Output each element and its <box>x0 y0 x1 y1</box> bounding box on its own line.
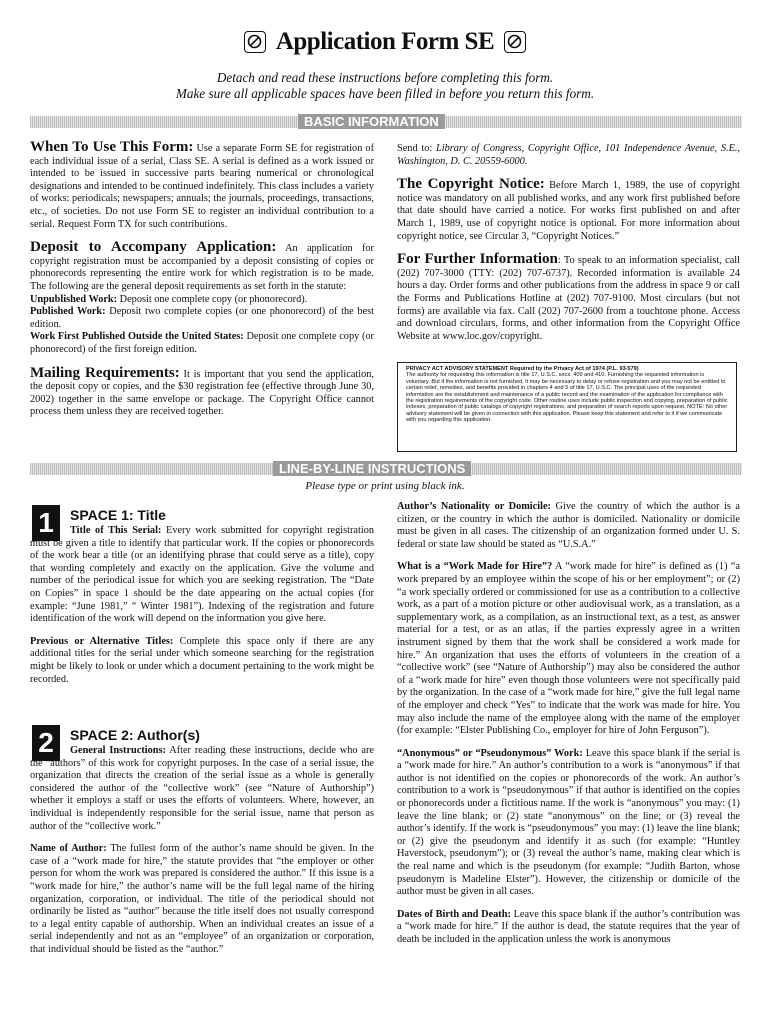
when-body: Use a separate Form SE for registration of each individual issue of a serial, Class SE. A serial is defined as a work issued or intended to be issued in successive parts bearing numerical or chronological designations and intended to be continued indefinitely. This class includes a variety of works: periodicals; newspapers; annuals; the journals, proceedings, transactions, etc., of societies. Do not use Form SE to register an individual contribution to a serial. Request Form TX for such contributions. <box>30 143 374 230</box>
title-lead: Title of This Serial: <box>70 525 162 536</box>
general-lead: General Instructions: <box>70 745 166 756</box>
privacy-title: PRIVACY ACT ADVISORY STATEMENT Required by the Privacy Act of 1974 (P.L. 93-579) <box>406 366 639 372</box>
right-column-bottom <box>397 501 740 955</box>
space-1-title: SPACE 1: Title <box>70 507 166 523</box>
copyright-logo-icon <box>244 31 266 53</box>
title-body: Every work submitted for copyright registration must be given a title to identify that particular work. If the copies or phonorecords of the work bear a title (or an identifying phrase that could serve as a title), copy that wording completely and exactly on the application. Give the volume and number of the periodical issue for which you are seeking registration. The “Date on Copies” in space 1 should be the date appearing on the actual copies (for example: “June 1981,” “ Winter 1981”). Indexing of the registration and future identification of the work will depend on the information you give here. <box>30 525 374 625</box>
subtitle-line-2: Make sure all applicable spaces have been filled in before you return this form. <box>175 86 595 101</box>
wfp-body: Deposit one complete copy (or phonorecord) of the first foreign edition. <box>30 331 374 355</box>
further-body: : To speak to an information specialist, call (202) 707-3000 (TTY: (202) 707-6737). Recorded information is available 24 hours a day. Order forms and other publications from the address in space 9 or call the Forms and Publications Hotline at (202) 707-9100. Most circulars (but not forms) are available via fax. Call (202) 707-2600 from a touchtone phone. Access and download circulars, forms, and other information from the Copyright Office Website at www.loc.gov/copyright. <box>397 255 740 342</box>
pub-lead: Published Work: <box>30 306 106 318</box>
unpub-lead: Unpublished Work: <box>30 293 118 305</box>
space-1-number: 1 <box>32 505 60 541</box>
wfp-lead: Work First Published Outside the United States: <box>30 331 244 343</box>
privacy-body: The authority for requesting this information is title 17, U.S.C. secs. 409 and 410. Furnishing the requested information is voluntary. But if the information is not furnished, it may be necessary to delay or refuse registration and you may not be entitled to certain relief, remedies, and benefits provided in chapters 4 and 5 of title 17, U.S.C. The principal uses of the requested information are the establishment and maintenance of a public record and the examination of the application for compliance with the registration requirements of the copyright code. Other routine uses include public inspection and copying, preparation of public indexes, preparation of public catalogs of copyright registrations, and preparation of search reports upon request. NOTE: No other advisory statement will be given in connection with this application. Please keep this statement and refer to it if we communicate with you regarding this application. <box>406 372 728 424</box>
unpub-body: Deposit one complete copy (or phonorecord). <box>119 293 308 305</box>
further-heading: For Further Information <box>397 251 558 268</box>
ink-note: Please type or print using black ink. <box>305 480 465 492</box>
name-of-author-body: The fullest form of the author’s name should be given. In the case of a “work made for hire,” the statute provides that “the employer or other person for whom the work was prepared is considered the author.” If this issue is a “work made for hire,” the author’s name will be the full legal name of the hiring organization, corporation, or individual. The title of the periodical should not ordinarily be listed as “author” because the title itself does not usually correspond to a legal entity capable of authorship. When an individual creates an issue of a serial independently and not as an “employee” of an organization or corporation, that individual should be listed as the “author.” <box>30 843 374 955</box>
deposit-body: An application for copyright registration must be accompanied by a deposit consisting of copies or phonorecords representing the entire work for which registration is to be made. The following are the general deposit requirements as set forth in the statute: <box>30 243 374 292</box>
section-heading-basic: BASIC INFORMATION <box>298 114 445 129</box>
dates-body: Leave this space blank if the author’s contribution was a “work made for hire.” If the author is dead, the statute requires that the year of death be included in the application unless the work is anonymous <box>397 908 740 945</box>
notice-heading: The Copyright Notice: <box>397 176 545 193</box>
mailing-heading: Mailing Requirements: <box>30 364 180 381</box>
subtitle-line-1: Detach and read these instructions before completing this form. <box>216 70 554 85</box>
name-of-author-lead: Name of Author: <box>30 843 107 855</box>
pub-body: Deposit two complete copies (or one phonorecord) of the best edition. <box>30 306 374 330</box>
general-body: After reading these instructions, decide who are the “authors” of this work for copyright purposes. In the case of a serial issue, the organization that directs the creation of the serial issue as a whole is generally considered the author of the “collective work” (see “Nature of Authorship”) whether it employs a staff or uses the efforts of volunteers. Where, however, an individual is independently responsible for the serial issue, name that person as author of the “collective work.” <box>30 745 374 832</box>
space-1-text <box>30 525 374 694</box>
send-to-address: Library of Congress, Copyright Office, 101 Independence Avenue, S.E., Washington, D. C. 20559-6000. <box>397 143 741 167</box>
section-heading-line-by-line: LINE-BY-LINE INSTRUCTIONS <box>273 461 471 476</box>
dates-lead: Dates of Birth and Death: <box>397 908 511 920</box>
prev-titles-body: Complete this space only if there are any additional titles for the serial under which someone searching for the registration might be likely to look or under which a document pertaining to the work might be recorded. <box>30 635 374 685</box>
mailing-body: It is important that you send the application, the deposit copy or copies, and the $30 registration fee (effective through June 30, 2002) together in the same envelope or package. The Copyright Office cannot process them unless they are received together. <box>30 368 375 418</box>
space-2-number: 2 <box>32 725 60 761</box>
right-column-top <box>397 143 740 351</box>
nationality-lead: Author’s Nationality or Domicile: <box>397 501 551 512</box>
left-column-top <box>30 141 374 427</box>
copyright-logo-icon <box>504 31 526 53</box>
anonymous-body: Leave this space blank if the serial is a “work made for hire.” An author’s contribution to a work is “anonymous” if that author is not identified on the copies or phonorecords of the work. An author’s contribution to a work is “pseudonymous” if that author is identified on the copies or phonorecords under a fictitious name. If the work is “anonymous” you may: (1) leave the line blank; or (2) state “anonymous” on the line; or (3) reveal the author’s identify. If the work is “pseudonymous” you may: (1) leave the line blank; or (2) give the pseudonym and identify it as such (for example: “Huntley Haverstock, pseudonym”); or (3) reveal the author’s name, making clear which is the real name and which is the pseudonym (for example: “Judith Barton, whose pseudonym is Madeline Elster”). However, the citizenship or domicile of the author must be given in all cases. <box>397 747 741 898</box>
wmfh-lead: What is a “Work Made for Hire”? <box>397 561 553 573</box>
page-title-text: Application Form SE <box>275 28 495 55</box>
when-heading: When To Use This Form: <box>30 139 194 155</box>
space-2-text <box>30 745 374 965</box>
page-title <box>244 28 526 56</box>
deposit-heading: Deposit to Accompany Application: <box>30 239 277 256</box>
anonymous-lead: “Anonymous” or “Pseudonymous” Work: <box>397 747 583 759</box>
prev-titles-lead: Previous or Alternative Titles: <box>30 635 174 647</box>
title-area <box>0 28 770 58</box>
send-to-label: Send to: <box>397 143 433 154</box>
wmfh-body: A “work made for hire” is defined as (1) “a work prepared by an employee within the scope of his or her employment”; or (2) “a work specially ordered or commissioned for use as a contribution to a collective work, as a part of a motion picture or other audiovisual work, as a translation, as a supplementary work, as a compilation, as an instructional text, as a test, as answer material for a test, or as an atlas, if the parties expressly agree in a written instrument signed by them that the work shall be considered a work made for hire.” An organization that uses the efforts of volunteers in the creation of a “collective work” (see “Nature of Authorship”) may also be considered the author of a “work made for hire” even though those volunteers were not specifically paid by the organization. In the case of a “work made for hire,” give the full legal name of the employer and check “Yes” to indicate that the work was made for hire. You may also include the name of the employee along with the name of the employer (for example: “Elster Publishing Co., employer for hire of John Ferguson”). <box>397 561 740 737</box>
nationality-body: Give the country of which the author is a citizen, or the country in which the author is domiciled. Nationality or domicile must be given in all cases. The citizenship of an organization formed under U. S. federal or state law should be stated as “U.S.A.” <box>397 501 740 550</box>
notice-body: Before March 1, 1989, the use of copyright notice was mandatory on all published works, and any work first published before that date should have carried a notice. For works first published on and after March 1, 1989, use of copyright notice is optional. For more information about copyright notice, see Circular 3, “Copyright Notices.” <box>397 180 740 242</box>
privacy-advisory-box <box>397 362 737 452</box>
space-2-title: SPACE 2: Author(s) <box>70 727 200 743</box>
